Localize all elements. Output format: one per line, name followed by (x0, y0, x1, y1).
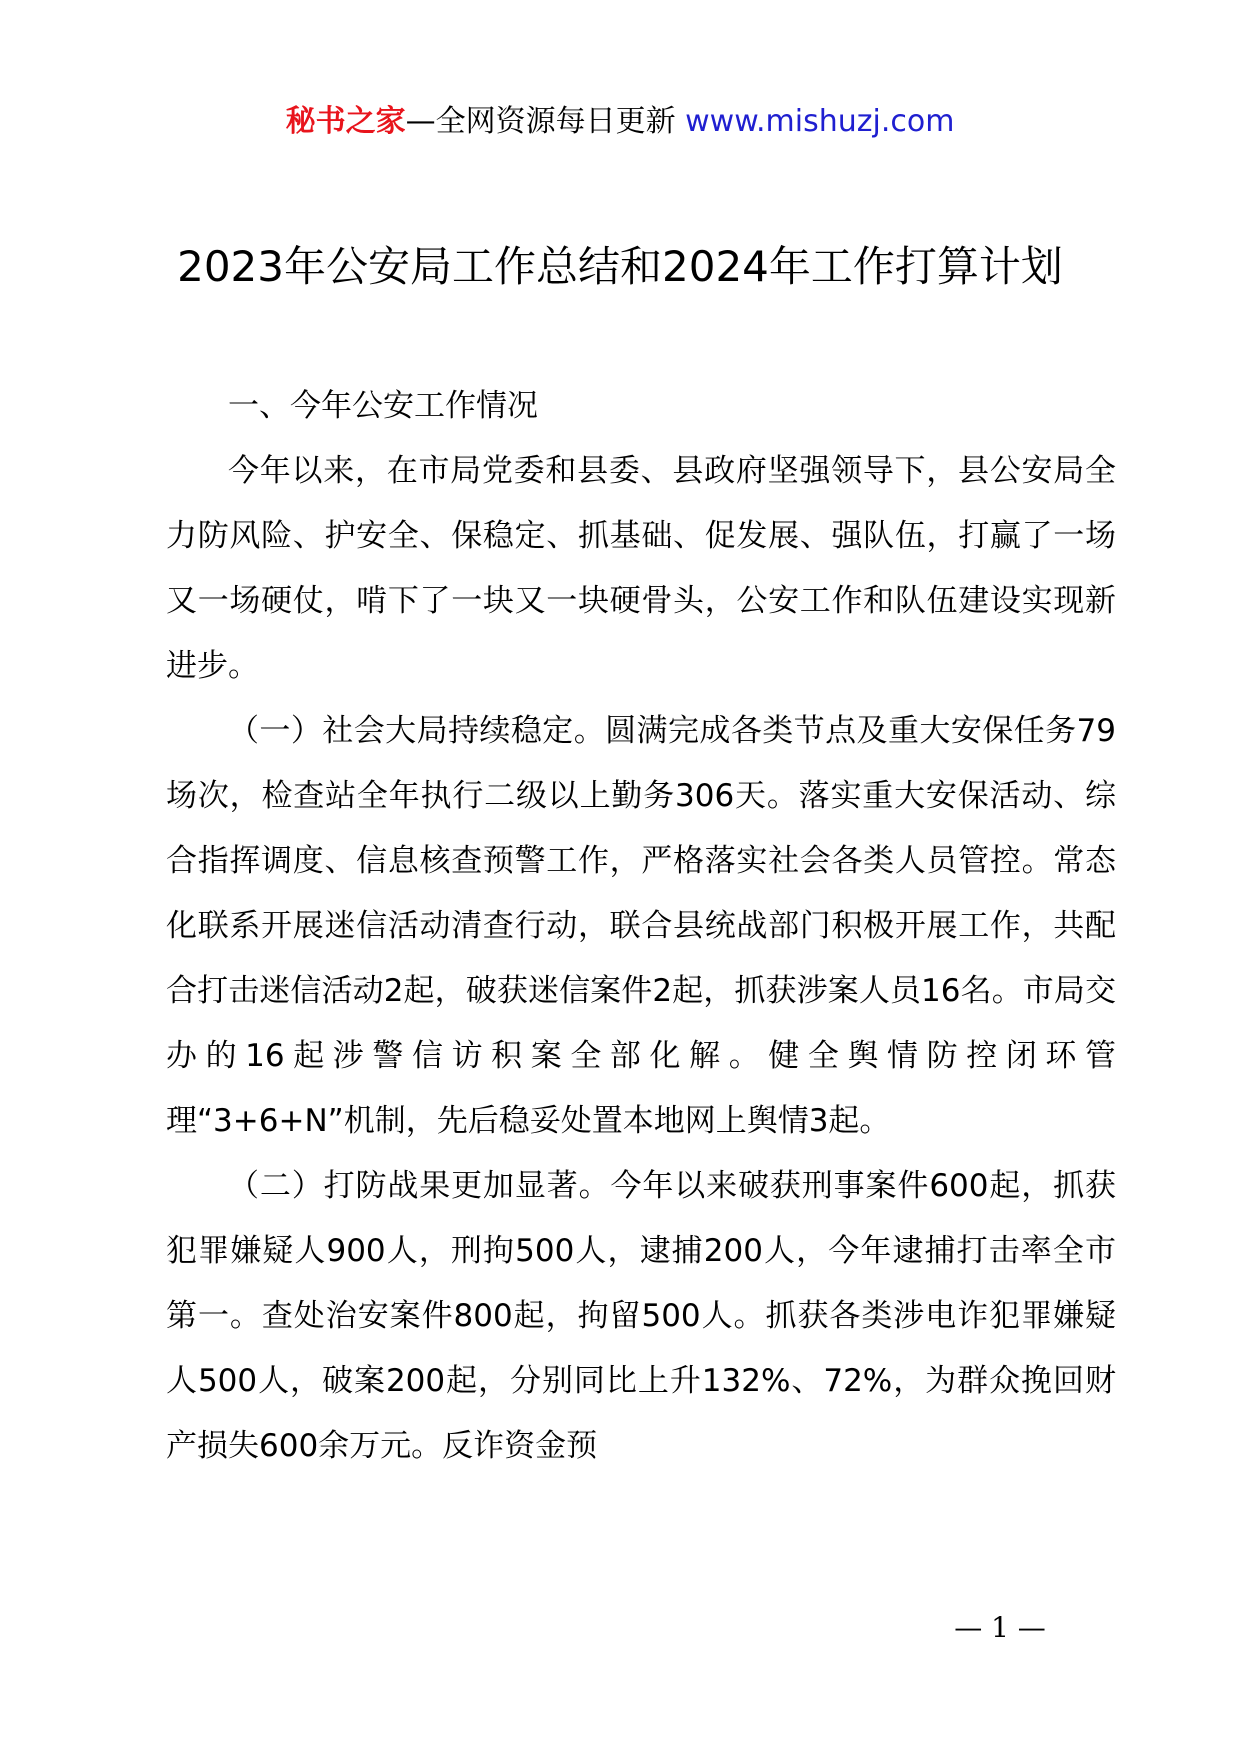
paragraph-social-stability: （一）社会大局持续稳定。圆满完成各类节点及重大安保任务79场次，检查站全年执行二级以上勤务306天。落实重大安保活动、综合指挥调度、信息核查预警工作，严格落实社会各类人员管控。常态化联系开展迷信活动清查行动，联合县统战部门积极开展工作，共配合打击迷信活动2起，破获迷信案件2起，抓获涉案人员16名。市局交办的16起涉警信访积案全部化解。健全舆情防控闭环管理“3+6+N”机制，先后稳妥处置本地网上舆情3起。 (166, 713, 1116, 1139)
header-tagline: —全网资源每日更新 (405, 104, 686, 139)
site-header (0, 100, 1240, 144)
paragraph-intro: 今年以来，在市局党委和县委、县政府坚强领导下，县公安局全力防风险、护安全、保稳定、抓基础、促发展、强队伍，打赢了一场又一场硬仗，啃下了一块又一块硬骨头，公安工作和队伍建设实现新进步。 (166, 453, 1116, 684)
paragraph-crime-results: （二）打防战果更加显著。今年以来破获刑事案件600起，抓获犯罪嫌疑人900人，刑拘500人，逮捕200人，今年逮捕打击率全市第一。查处治安案件800起，拘留500人。抓获各类涉电诈犯罪嫌疑人500人，破案200起，分别同比上升132%、72%，为群众挽回财产损失600余万元。反诈资金预 (166, 1168, 1116, 1464)
site-url-link[interactable]: www.mishuzj.com (685, 104, 955, 139)
brand-name: 秘书之家 (285, 104, 406, 139)
document-title: 2023年公安局工作总结和2024年工作打算计划 (177, 242, 1063, 291)
page-number: — 1 — (954, 1611, 1046, 1644)
section-heading: 一、今年公安工作情况 (228, 388, 538, 424)
document-body (166, 374, 1116, 1479)
